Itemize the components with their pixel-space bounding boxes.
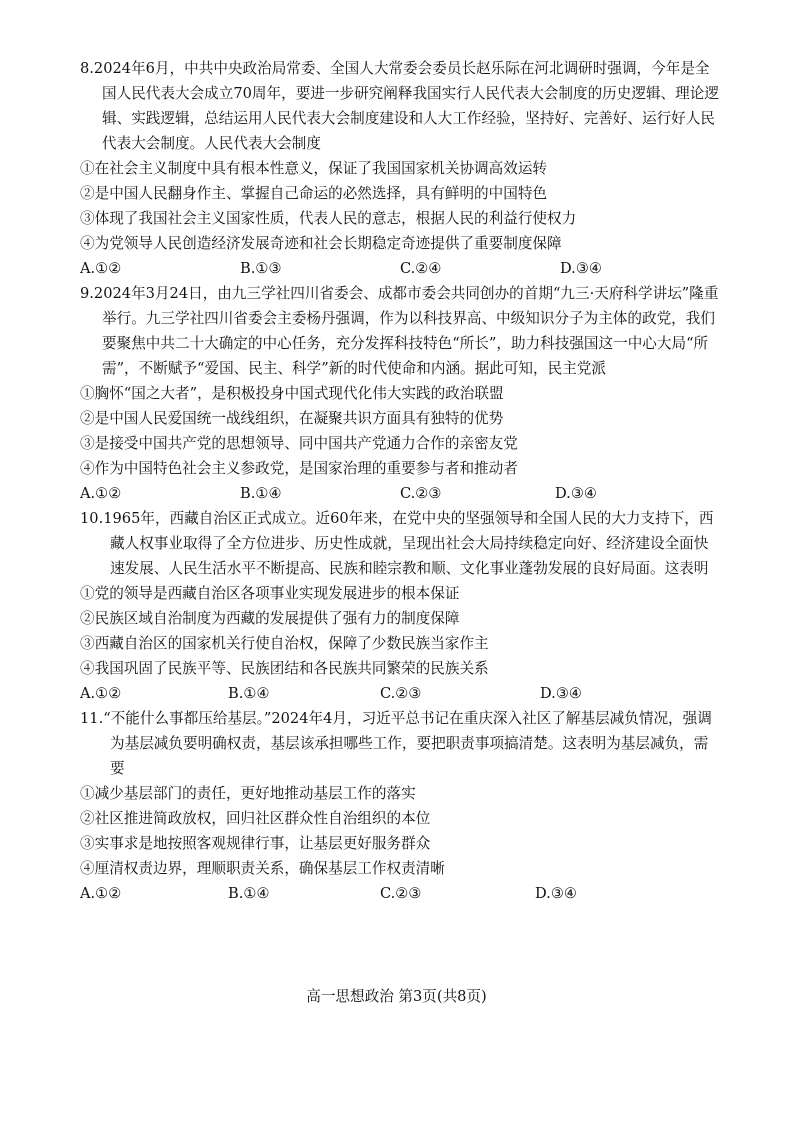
- option-3: ③西藏自治区的国家机关行使自治权，保障了少数民族当家作主: [80, 635, 489, 652]
- question-stem: 11.“不能什么事都压给基层。”2024年4月，习近平总书记在重庆深入社区了解基层减负情况，强调为基层减负要明确权责，基层该承担哪些工作，要把职责事项搞清楚。这表明为基层减负，需要: [80, 710, 712, 777]
- option-2: ②是中国人民爱国统一战线组织，在凝聚共识方面具有独特的优势: [80, 410, 504, 427]
- option-4: ④厘清权责边界，理顺职责关系，确保基层工作权责清晰: [80, 860, 445, 877]
- question-8: [80, 56, 720, 281]
- choice-c: C.②③: [380, 885, 422, 902]
- choice-d: D.③④: [555, 485, 597, 502]
- option-1: ①胸怀“国之大者”，是积极投身中国式现代化伟大实践的政治联盟: [80, 385, 504, 402]
- choice-b: B.①③: [240, 260, 282, 277]
- option-4: ④我国巩固了民族平等、民族团结和各民族共同繁荣的民族关系: [80, 660, 489, 677]
- question-stem: 9.2024年3月24日，由九三学社四川省委会、成都市委会共同创办的首期“九三·天府科学讲坛”隆重举行。九三学社四川省委会主委杨丹强调，作为以科技界高、中级知识分子为主体的政党，我们要聚焦中共二十大确定的中心任务，充分发挥科技特色“所长”，助力科技强国这一中心大局“所需”，不断赋予“爱国、民主、科学”新的时代使命和内涵。据此可知，民主党派: [80, 285, 719, 377]
- question-9: [80, 281, 720, 506]
- option-1: ①党的领导是西藏自治区各项事业实现发展进步的根本保证: [80, 585, 460, 602]
- option-1: ①在社会主义制度中具有根本性意义，保证了我国国家机关协调高效运转: [80, 160, 548, 177]
- choice-a: A.①②: [80, 885, 122, 902]
- question-10: [80, 506, 720, 706]
- option-2: ②是中国人民翻身作主、掌握自己命运的必然选择，具有鲜明的中国特色: [80, 185, 548, 202]
- option-2: ②民族区域自治制度为西藏的发展提供了强有力的制度保障: [80, 610, 460, 627]
- option-3: ③实事求是地按照客观规律行事，让基层更好服务群众: [80, 835, 431, 852]
- choice-a: A.①②: [80, 485, 122, 502]
- option-3: ③是接受中国共产党的思想领导、同中国共产党通力合作的亲密友党: [80, 435, 518, 452]
- answer-choices: [80, 881, 720, 906]
- option-4: ④作为中国特色社会主义参政党，是国家治理的重要参与者和推动者: [80, 460, 518, 477]
- option-2: ②社区推进简政放权，回归社区群众性自治组织的本位: [80, 810, 431, 827]
- choice-d: D.③④: [560, 260, 602, 277]
- option-4: ④为党领导人民创造经济发展奇迹和社会长期稳定奇迹提供了重要制度保障: [80, 235, 562, 252]
- choice-c: C.②④: [400, 260, 442, 277]
- question-stem: 10.1965年，西藏自治区正式成立。近60年来，在党中央的坚强领导和全国人民的大力支持下，西藏人权事业取得了全方位进步、历史性成就，呈现出社会大局持续稳定向好、经济建设全面快速发展、人民生活水平不断提高、民族和睦宗教和顺、文化事业蓬勃发展的良好局面。这表明: [80, 510, 714, 577]
- option-3: ③体现了我国社会主义国家性质，代表人民的意志，根据人民的利益行使权力: [80, 210, 577, 227]
- choice-a: A.①②: [80, 260, 122, 277]
- question-11: [80, 706, 720, 906]
- answer-choices: [80, 681, 720, 706]
- choice-b: B.①④: [240, 485, 282, 502]
- question-list: [80, 56, 720, 906]
- choice-d: D.③④: [540, 685, 582, 702]
- page-footer: 高一思想政治 第3页(共8页): [306, 988, 487, 1005]
- choice-b: B.①④: [228, 885, 270, 902]
- choice-d: D.③④: [535, 885, 577, 902]
- choice-b: B.①④: [228, 685, 270, 702]
- answer-choices: [80, 481, 720, 506]
- choice-c: C.②③: [380, 685, 422, 702]
- choice-c: C.②③: [400, 485, 442, 502]
- answer-choices: [80, 256, 720, 281]
- question-stem: 8.2024年6月，中共中央政治局常委、全国人大常委会委员长赵乐际在河北调研时强调，今年是全国人民代表大会成立70周年，要进一步研究阐释我国实行人民代表大会制度的历史逻辑、理论逻辑、实践逻辑，总结运用人民代表大会制度建设和人大工作经验，坚持好、完善好、运行好人民代表大会制度。人民代表大会制度: [80, 60, 719, 152]
- option-1: ①减少基层部门的责任，更好地推动基层工作的落实: [80, 785, 416, 802]
- choice-a: A.①②: [80, 685, 122, 702]
